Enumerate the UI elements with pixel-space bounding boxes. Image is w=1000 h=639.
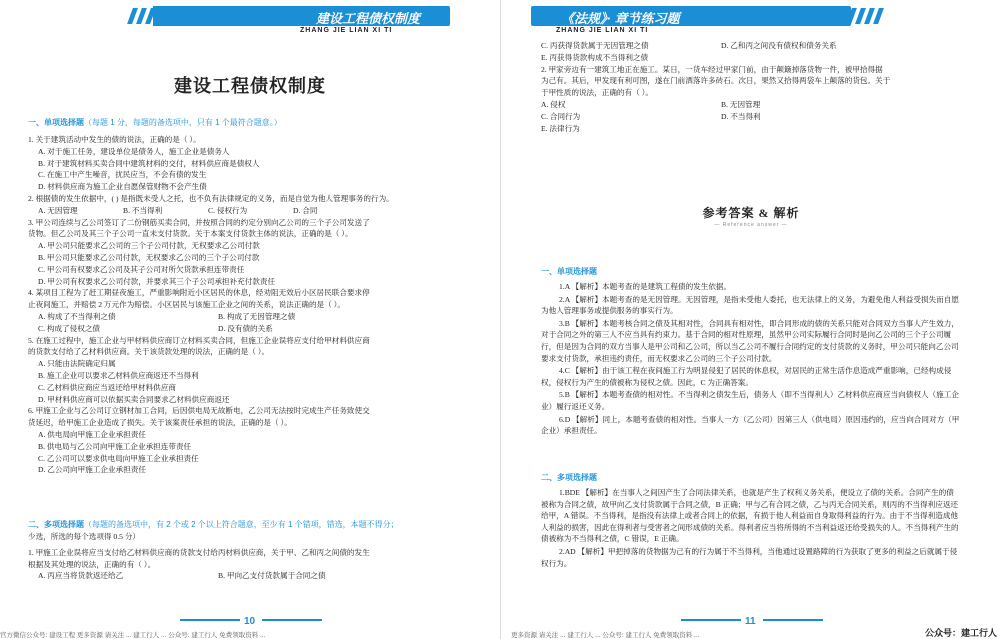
option: B. 供电局与乙公司向甲施工企业承担连带责任 xyxy=(38,441,192,451)
answers-block-multi xyxy=(541,487,961,570)
option: D. 甲公司有权要求乙公司付款，并要求其三个子公司承担补充付款责任 xyxy=(38,276,276,286)
section-title: 一、单项选择题 xyxy=(28,118,84,127)
option: E. 法律行为 xyxy=(541,123,580,133)
question: 5. 在施工过程中，施工企业与甲材料供应商订立材料买卖合同，但施工企业误将应支付给甲材料供应商 xyxy=(28,335,370,345)
option: A. 侵权 xyxy=(541,99,566,109)
option: A. 丙应当将货款返还给乙 xyxy=(38,571,124,581)
option: D. 合同 xyxy=(293,205,318,215)
options-row xyxy=(541,99,961,111)
page-number: 10 xyxy=(244,616,256,627)
page-number-line xyxy=(180,619,240,621)
page-number-line xyxy=(763,619,823,621)
answers-section-multi: 二、多项选择题 xyxy=(541,473,597,482)
section-single-choice xyxy=(28,117,282,128)
question: 4. 某项目工程为了赶工期昼夜施工，严重影响附近小区居民的休息，经劝阻无效后小区居民联合要求停 xyxy=(28,288,370,298)
options-row xyxy=(28,205,468,217)
ribbon-title: 《法规》· 章节练习题 xyxy=(561,11,680,26)
right-page xyxy=(500,0,1000,639)
option: D. 甲材料供应商可以依据买卖合同要求乙材料供应商返还 xyxy=(38,394,230,404)
header-ribbon xyxy=(531,6,851,26)
option: C. 乙公司可以要求供电局向甲施工企业承担责任 xyxy=(38,453,199,463)
section-multi-choice xyxy=(28,519,399,530)
option: A. 无因管理 xyxy=(38,205,78,215)
section-desc-cont: 少选，所选的每个选项得 0.5 分） xyxy=(28,532,141,541)
header-ribbon xyxy=(120,6,450,26)
question: 的货款支付给了乙材料供应商。关于该货款处理的说法，正确的是（ ）。 xyxy=(28,347,270,357)
options-row xyxy=(541,40,961,52)
option: A. 对于施工任务，建设单位是债务人，施工企业是债务人 xyxy=(38,146,230,156)
ribbon-subtitle: ZHANG JIE LIAN XI TI xyxy=(300,27,393,34)
option: C. 侵权行为 xyxy=(208,205,248,215)
wechat-badge: 公众号：建工行人 xyxy=(924,628,997,638)
question: 于甲性质的说法，正确的有（ ）。 xyxy=(541,88,654,98)
option: B. 甲公司只能要求乙公司付款，无权要求乙公司的三个子公司付款 xyxy=(38,252,260,262)
option: B. 构成了无因管理之债 xyxy=(218,311,296,321)
ribbon-stripes xyxy=(849,8,881,24)
options-row xyxy=(541,111,961,123)
option: D. 材料供应商为施工企业自愿保管财物不会产生债 xyxy=(38,182,207,192)
question: 2. 甲家旁边有一建筑工地正在施工。某日，一货车经过甲家门前，由于颠簸掉落货物一件，被甲拾得据 xyxy=(541,64,883,74)
page-number-line xyxy=(681,619,741,621)
option: C. 甲公司有权要求乙公司及其子公司对所欠货款承担连带责任 xyxy=(38,264,245,274)
answers-block-single xyxy=(541,281,961,438)
page-number-line xyxy=(262,619,322,621)
option: B. 甲向乙支付货款属于合同之债 xyxy=(218,571,326,581)
question: 1. 关于建筑活动中发生的债的说法，正确的是（ ）。 xyxy=(28,135,201,144)
option: D. 没有债的关系 xyxy=(218,323,273,333)
options-row xyxy=(28,570,468,582)
answers-subtitle: — Reference answer — xyxy=(714,222,788,228)
page-number: 11 xyxy=(745,616,756,627)
footer-text: 官方微信公众号: 建设工程 更多资源 请关注 ... 建工行人 ... 公众号: 建工行人 免费领取资料 ... xyxy=(0,632,266,639)
footer-text: 更多资源 请关注 ... 建工行人 ... 公众号: 建工行人 免费领取资料 ... xyxy=(511,632,700,639)
option: C. 乙材料供应商应当返还给甲材料供应商 xyxy=(38,382,176,392)
question: 止夜间施工，并赔偿 2 万元作为赔偿。小区居民与该施工企业之间的关系，说法正确的是（ ）。 xyxy=(28,300,346,310)
question: 3. 甲公司连续与乙公司签订了二份钢筋买卖合同，并按照合同的约定分别向乙公司的三个子公司发送了 xyxy=(28,217,370,227)
ribbon-subtitle: ZHANG JIE LIAN XI TI xyxy=(556,27,649,34)
option: C. 在施工中产生噪音，扰民应当，不会有债的发生 xyxy=(38,170,207,180)
answer-item: 1.BDE 【解析】在当事人之间因产生了合同法律关系，也就是产生了权利义务关系，便设立了债的关系。合同产生的债被称为合同之债，故甲向乙支付货款属于合同之债，B 正确；甲与乙有合同之债，乙与丙无合同关系，则丙的不当得利应返还给甲，A 错误。不当得利，是指没有法律上或者合同上的依据，有损于他人利益而自身取得利益的行为。由于不当得利造成他人利益的损害，因此在得利者与受害者之间形成债的关系。得利者应当将所得的不当利益返还给受损失的人。不当得利产生的债被称为不当得利之债，C 错误，E 正确。 xyxy=(541,488,959,544)
answers-section-single: 一、单项选择题 xyxy=(541,267,597,276)
option: D. 乙和丙之间没有债权和债务关系 xyxy=(721,41,837,50)
answer-item: 2.AD 【解析】甲把掉落的货物据为己有的行为属于不当得利，当他通过设置路障的行为获取了更多的利益之后就属于侵权行为。 xyxy=(541,546,958,568)
question: 为己有。其后，甲发现有利可图，遂在门前洒落许多砖石。次日，果然又拾得两袋车上颠落的货包。关于 xyxy=(541,76,891,86)
option: A. 只能由法院确定归属 xyxy=(38,359,116,369)
option: C. 合同行为 xyxy=(541,111,581,121)
option: E. 丙获得货款构成不当得利之债 xyxy=(541,52,649,62)
section-title: 二、多项选择题 xyxy=(28,520,84,529)
answer-item: 4.C 【解析】由于该工程在夜间施工行为明显侵犯了居民的休息权，对居民的正常生活作息造成严重影响，已经构成侵权，侵权行为产生的债被称为侵权之债。因此，C 为正确答案。 xyxy=(541,366,952,387)
questions-block xyxy=(28,134,468,476)
option: C. 丙获得货款属于无因管理之债 xyxy=(541,41,649,50)
section-desc: （每题的备选项中，有 2 个或 2 个以上符合题意，至少有 1 个错项，错选，本题不得分； xyxy=(84,520,399,529)
answers-title: 参考答案 & 解析 xyxy=(702,206,800,220)
option: B. 施工企业可以要求乙材料供应商返还不当得利 xyxy=(38,370,199,380)
options-row xyxy=(28,323,468,335)
question: 1. 甲施工企业误将应当支付给乙材料供应商的货款支付给丙材料供应商，关于甲、乙和丙之间债的发生 xyxy=(28,547,370,557)
option: A. 构成了不当得利之债 xyxy=(38,311,116,321)
option: C. 构成了侵权之债 xyxy=(38,323,101,333)
option: B. 对于建筑材料买卖合同中建筑材料的交付，材料供应商是债权人 xyxy=(38,158,260,168)
option: B. 不当得利 xyxy=(123,205,163,215)
question: 2. 根据债的发生依据中，( ) 是指既未受人之托，也不负有法律规定的义务，而是自觉为他人管理事务的行为。 xyxy=(28,193,394,203)
option: D. 乙公司向甲施工企业承担责任 xyxy=(38,465,146,475)
option: B. 无因管理 xyxy=(721,99,761,109)
option: A. 甲公司只能要求乙公司的三个子公司付款，无权要求乙公司付款 xyxy=(38,241,260,251)
options-row xyxy=(28,311,468,323)
section-desc: （每题 1 分，每题的备选项中，只有 1 个最符合题意。） xyxy=(84,118,282,127)
question: 货延迟，给甲施工企业造成了损失。关于该案责任承担的说法，正确的是（ ）。 xyxy=(28,418,292,428)
option: D. 不当得利 xyxy=(721,111,761,121)
document-title: 建设工程债权制度 xyxy=(174,76,326,96)
questions-block-2 xyxy=(28,531,468,582)
question: 货物。但乙公司及其三个子公司一直未支付货款。关于本案支付货款主体的说法，正确的是（ ）。 xyxy=(28,229,353,239)
option: A. 供电局向甲施工企业承担责任 xyxy=(38,429,146,439)
answer-item: 5.B 【解析】本题考查债的相对性。不当得利之债发生后，债务人（即不当得利人）乙材料供应商应当向债权人（施工企业）履行返还义务。 xyxy=(541,390,959,411)
ribbon-title: 建设工程债权制度 xyxy=(315,11,420,26)
questions-block xyxy=(541,40,961,134)
answer-item: 3.B 【解析】本题考核合同之债及其相对性，合同具有相对性，即合同形成的债的关系只能对合同双方当事人产生效力，对于合同之外的第三人不应当具有约束力。基于合同的相对性原理，虽然甲公司实际履行合同时是向乙公司的三个子公司履行，但是因为合同的双方当事人是甲公司和乙公司，所以当乙公司不履行合同约定的支付货款的义务时，甲公司只能向乙公司要求支付货款，承担违约责任，而无权要求乙公司的三个子公司付款。 xyxy=(541,318,959,363)
answer-item: 2.A 【解析】本题考查的是无因管理。无因管理，是指未受他人委托，也无法律上的义务，为避免他人利益受损失而自愿为他人管理事务或提供服务的事实行为。 xyxy=(541,294,959,316)
ribbon-stripes xyxy=(130,8,162,24)
answer-item: 1.A 【解析】本题考查的是建筑工程债的发生依据。 xyxy=(559,282,732,291)
question: 6. 甲施工企业与乙公司订立钢材加工合同，后因供电局无故断电，乙公司无法按时完成生产任务致使交 xyxy=(28,406,370,416)
question: 根据及其处理的说法，正确的有（ ）。 xyxy=(28,559,156,569)
answer-item: 6.D 【解析】同上，本题考查债的相对性。当事人一方（乙公司）因第三人（供电局）原因违约的，应当向合同对方（甲企业）承担责任。 xyxy=(541,414,960,436)
